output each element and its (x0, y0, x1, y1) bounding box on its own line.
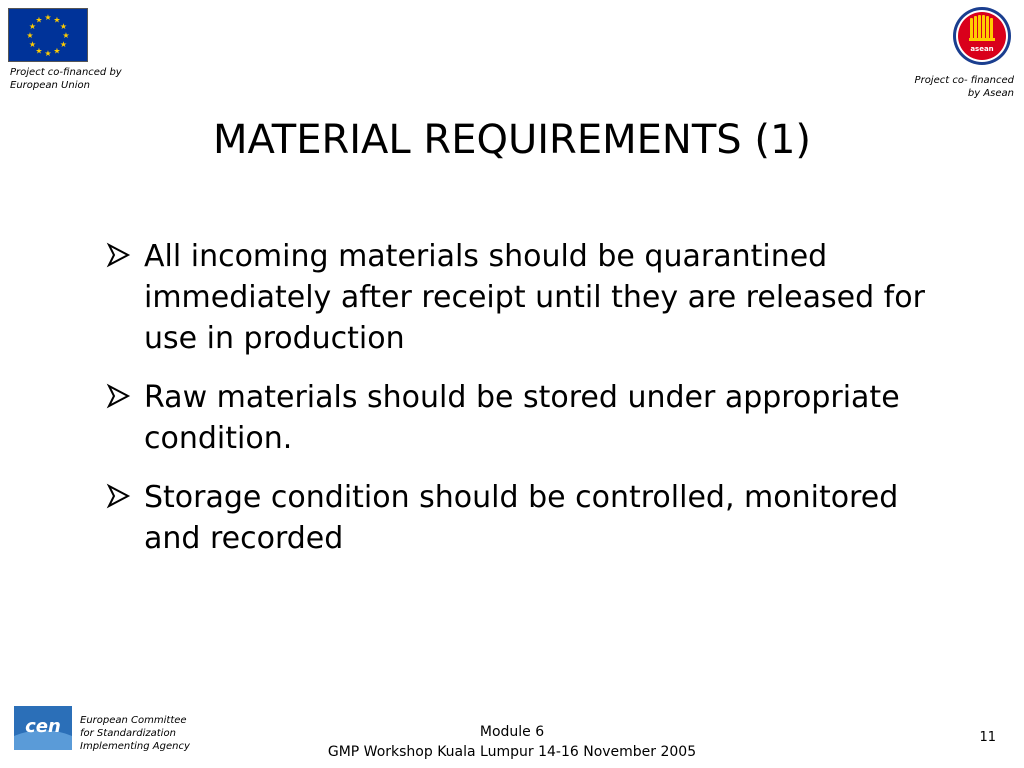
arrow-bullet-icon (106, 236, 144, 272)
eu-stars-icon (9, 9, 87, 61)
slide-title: MATERIAL REQUIREMENTS (1) (212, 117, 812, 163)
arrow-bullet-icon (106, 477, 144, 513)
asean-caption-line1: Project co- financed (914, 75, 1014, 86)
cen-logo (14, 706, 72, 750)
footer-text (262, 722, 762, 762)
svg-text:★: ★ (35, 46, 43, 56)
svg-text:★: ★ (59, 40, 68, 49)
asean-logo-text: asean (970, 45, 994, 53)
cen-caption-line3: Implementing Agency (80, 741, 190, 752)
cen-caption (80, 714, 240, 753)
bullet-list (106, 236, 926, 577)
svg-text:★: ★ (44, 49, 52, 58)
footer-module: Module 6 (479, 724, 545, 740)
eu-flag-logo (8, 8, 88, 62)
asean-emblem-icon (950, 4, 1014, 68)
bullet-text: Storage condition should be controlled, monitored and recorded (144, 480, 899, 556)
svg-text:★: ★ (28, 40, 37, 49)
cen-caption-line1: European Committee (80, 715, 187, 726)
svg-text:★: ★ (26, 31, 34, 40)
eu-caption (10, 66, 150, 92)
svg-text:★: ★ (53, 46, 61, 56)
bullet-item (106, 377, 926, 459)
asean-logo (950, 4, 1014, 68)
asean-caption-line2: by Asean (967, 88, 1014, 99)
svg-text:★: ★ (62, 31, 70, 40)
arrow-bullet-icon (106, 377, 144, 413)
page-number: 11 (979, 730, 996, 745)
bullet-item (106, 477, 926, 559)
eu-caption-line2: European Union (10, 80, 90, 91)
cen-logo-icon (14, 706, 72, 750)
svg-text:★: ★ (59, 22, 68, 31)
cen-logo-text: cen (25, 716, 61, 737)
svg-text:★: ★ (53, 15, 61, 25)
asean-caption (864, 74, 1014, 100)
bullet-text: All incoming materials should be quarantined immediately after receipt until they are released for use in production (144, 239, 925, 356)
footer-workshop: GMP Workshop Kuala Lumpur 14-16 November 2005 (327, 744, 697, 760)
bullet-text: Raw materials should be stored under appropriate condition. (144, 380, 900, 456)
svg-text:★: ★ (44, 13, 52, 22)
eu-caption-line1: Project co-financed by (10, 67, 122, 78)
cen-caption-line2: for Standardization (80, 728, 176, 739)
svg-text:★: ★ (28, 22, 37, 31)
bullet-item (106, 236, 926, 359)
svg-text:★: ★ (35, 15, 43, 25)
